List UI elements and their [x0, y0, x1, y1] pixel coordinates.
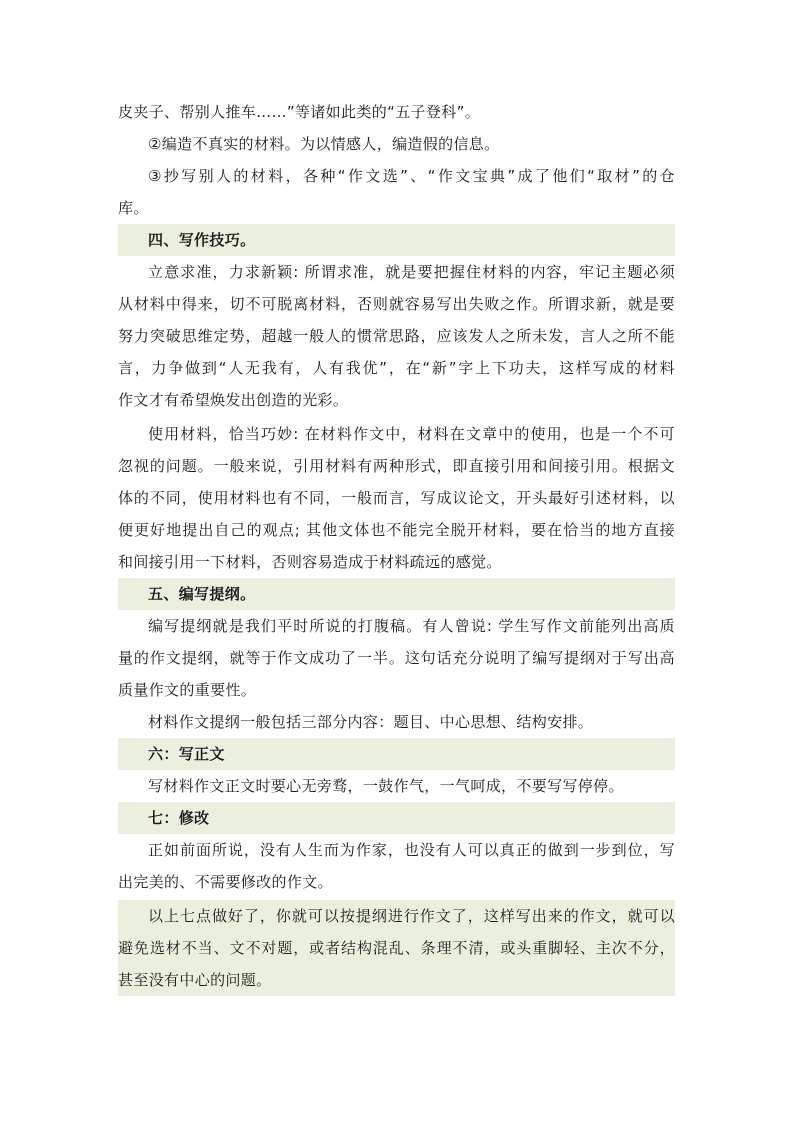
section-4-para-2-line: 便更好地提出自己的观点; 其他文体也不能完全脱开材料，要在恰当的地方直接	[118, 521, 675, 539]
section-4-para-1-line: 努力突破思维定势，超越一般人的惯常思路，应该发人之所未发，言人之所不能	[118, 327, 675, 345]
conclusion-line: 避免选材不当、文不对题，或者结构混乱、条理不清，或头重脚轻、主次不分，	[118, 932, 675, 964]
section-5-para-1-line: 编写提纲就是我们平时所说的打腹稿。有人曾说: 学生写作文前能列出高质	[148, 617, 675, 635]
list-item-2: ②编造不真实的材料。为以情感人，编造假的信息。	[148, 135, 500, 153]
section-5-para-1-line: 质量作文的重要性。	[118, 681, 257, 699]
section-6-heading: 六：写正文	[118, 738, 675, 770]
section-7-heading: 七：修改	[118, 802, 675, 834]
section-5-para-1-line: 量的作文提纲，就等于作文成功了一半。这句话充分说明了编写提纲对于写出高	[118, 649, 675, 667]
section-4-para-1-line: 立意求准，力求新颖: 所谓求准，就是要把握住材料的内容，牢记主题必须	[148, 263, 675, 281]
section-4-para-1-line: 从材料中得来，切不可脱离材料，否则就容易写出失败之作。所谓求新，就是要	[118, 295, 675, 313]
section-4-para-1-line: 作文才有希望焕发出创造的光彩。	[118, 391, 349, 409]
section-4-para-1-line: 言，力争做到“人无我有，人有我优”，在“新”字上下功夫，这样写成的材料	[118, 359, 675, 377]
conclusion-line: 以上七点做好了，你就可以按提纲进行作文了，这样写出来的作文，就可以	[118, 900, 675, 932]
continued-text-line: 皮夹子、帮别人推车……”等诸如此类的“五子登科”。	[118, 103, 481, 121]
section-7-para-line: 出完美的、不需要修改的作文。	[118, 873, 333, 891]
conclusion-line: 甚至没有中心的问题。	[118, 964, 675, 996]
list-item-3-line-2: 库。	[118, 199, 149, 217]
document-page	[118, 96, 675, 996]
section-5-heading: 五、编写提纲。	[118, 578, 675, 610]
section-4-para-2-line: 体的不同，使用材料也有不同，一般而言，写成议论文，开头最好引述材料，以	[118, 489, 675, 507]
section-6-para: 写材料作文正文时要心无旁骛，一鼓作气，一气呵成，不要写写停停。	[148, 777, 624, 795]
section-4-para-2-line: 使用材料，恰当巧妙: 在材料作文中，材料在文章中的使用，也是一个不可	[148, 425, 675, 443]
section-4-para-2-line: 和间接引用一下材料，否则容易造成于材料疏远的感觉。	[118, 553, 502, 571]
section-7-para-line: 正如前面所说，没有人生而为作家，也没有人可以真正的做到一步到位，写	[148, 841, 675, 859]
section-5-para-2: 材料作文提纲一般包括三部分内容：题目、中心思想、结构安排。	[148, 713, 594, 731]
section-4-heading: 四、写作技巧。	[118, 224, 675, 256]
list-item-3-line-1: ③抄写别人的材料，各种“作文选”、“作文宝典”成了他们“取材”的仓	[148, 167, 675, 185]
section-4-para-2-line: 忽视的问题。一般来说，引用材料有两种形式，即直接引用和间接引用。根据文	[118, 457, 675, 475]
